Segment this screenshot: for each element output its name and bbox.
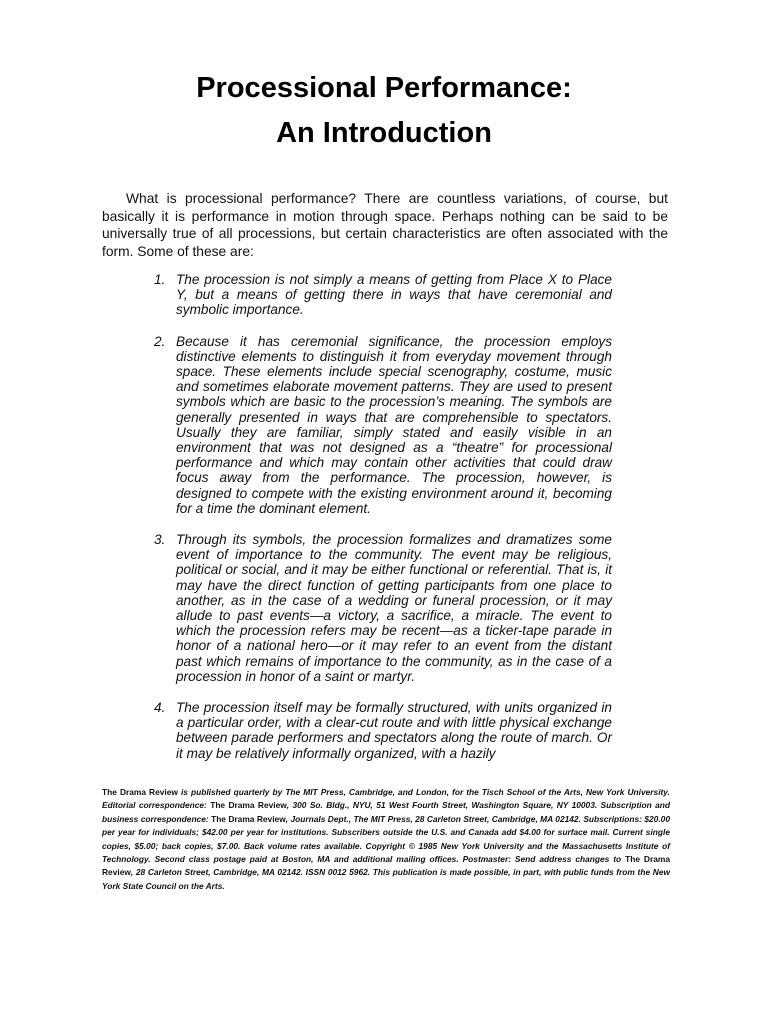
- list-item: [154, 272, 612, 318]
- footnote-text: , 28 Carleton Street, Cambridge, MA 02142. ISSN 0012 5962. This publication is made possible, in part, with public funds from the New York State Council on the Arts.: [102, 867, 670, 891]
- title-line-2: An Introduction: [276, 117, 492, 149]
- list-item: [154, 700, 612, 761]
- list-item-number: 1.: [154, 272, 166, 287]
- journal-name: The Drama Review: [102, 787, 178, 797]
- journal-name: The Drama Review: [211, 813, 286, 824]
- footnote-text: , Journals Dept., The MIT Press, 28 Carleton Street, Cambridge, MA 02142. Subscriptions: $20.00 per year for individuals; $42.00 per year for institutions. Subscribers outside the U.S. and Canada add $4.00 for surface mail. Current single copies, $5.00; back copies, $7.00. Back volume rates available. Copyright © 1985 New York University and the Massachusetts Institute of Technology. Second class postage paid at Boston, MA and additional mailing offices. Postmaster: Send address changes to: [102, 813, 670, 865]
- list-item-number: 3.: [154, 532, 166, 548]
- list-item: [154, 532, 612, 684]
- list-item-text: The procession is not simply a means of getting from Place X to Place Y, but a means of getting there in ways that have ceremonial and symbolic importance.: [176, 272, 612, 318]
- characteristics-list: [154, 272, 612, 777]
- footnote-text: , 300 So. Bldg., NYU, 51 West Fourth Street, Washington Square, NY 10003. Subscription and business correspondence:: [102, 800, 671, 824]
- list-item-text: Through its symbols, the procession formalizes and dramatizes some event of importance to the community. The event may be religious, political or social, and it may be either functional or referential. That is, it may have the direct function of getting participants from one place to another, as in the case of a wedding or funeral procession, or it may allude to past events—a victory, a sacrifice, a miracle. The event to which the procession refers may be recent—as a ticker-tape parade in honor of a national hero—or it may refer to an event from the distant past which remains of importance to the community, as in the case of a procession in honor of a saint or martyr.: [176, 532, 612, 684]
- article-title: [0, 66, 768, 156]
- list-item-number: 2.: [154, 333, 166, 349]
- list-item-number: 4.: [154, 700, 166, 716]
- publication-footnote: [102, 786, 670, 893]
- list-item: [154, 334, 612, 516]
- journal-name: The Drama Review: [210, 800, 287, 811]
- journal-name: The Drama Review: [102, 854, 670, 878]
- title-line-1: Processional Performance:: [196, 72, 572, 104]
- intro-paragraph: What is processional performance? There are countless variations, of course, but basically it is performance in motion through space. Perhaps nothing can be said to be universally true of all processions, but certain characteristics are often associated with the form. Some of these are:: [102, 191, 668, 259]
- footnote-text: is published quarterly by The MIT Press, Cambridge, and London, for the Tisch School of the Arts, New York University. Editorial correspondence:: [102, 787, 670, 811]
- list-item-text: Because it has ceremonial significance, the procession employs distinctive elements to distinguish it from everyday movement through space. These elements include special scenography, costume, music and sometimes elaborate movement patterns. They are used to present symbols which are basic to the procession’s meaning. The symbols are generally presented in ways that are comprehensible to spectators. Usually they are familiar, simply stated and easily visible in an environment that was not designed as a “theatre” for processional performance and which may contain other activities that could draw focus away from the performance. The procession, however, is designed to compete with the existing environment around it, becoming for a time the dominant element.: [176, 333, 612, 516]
- list-item-text: The procession itself may be formally structured, with units organized in a particular order, with a clear-cut route and with little physical exchange between parade performers and spectators along the route of march. Or it may be relatively informally organized, with a hazily: [176, 700, 612, 761]
